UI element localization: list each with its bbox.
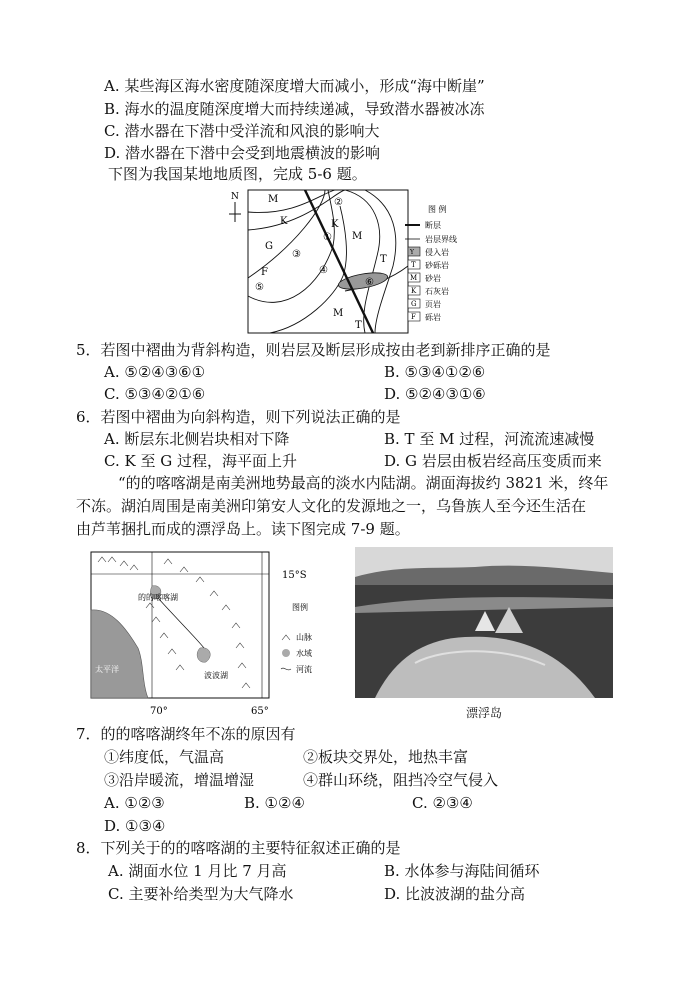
q8-option-d: D. 比波波湖的盐分高 [384,885,526,903]
q7-option-c: C. ②③④ [412,794,473,812]
legend-key-y: Y [410,249,414,256]
q4-option-d: D. 潜水器在下潜中会受到地震横波的影响 [104,144,381,162]
map-label-f: F [261,267,268,278]
q7-stem: 7．的的喀喀湖终年不冻的原因有 [76,725,296,743]
q8-option-b: B. 水体参与海陆间循环 [384,862,540,880]
q8-option-c: C. 主要补给类型为大气降水 [108,885,294,903]
q5-option-d: D. ⑤②④③①⑥ [384,385,486,403]
intro-5-6: 下图为我国某地地质图，完成 5-6 题。 [108,165,367,183]
geologic-map [225,186,485,336]
q4-option-c: C. 潜水器在下潜中受洋流和风浪的影响大 [104,122,380,140]
passage-line-3: 由芦苇捆扎而成的漂浮岛上。读下图完成 7-9 题。 [76,520,410,538]
legend-sandstone: 砂岩 [425,274,441,283]
legend-conglomerate-sand: 砂砾岩 [425,261,449,270]
q6-stem: 6．若图中褶曲为向斜构造，则下列说法正确的是 [76,408,401,426]
geo-legend-title: 图 例 [428,205,447,214]
legend-shale: 页岩 [425,300,441,309]
q7-statement-1: ①纬度低，气温高 [104,748,225,766]
passage-line-2: 不冻。湖泊周围是南美洲印第安人文化的发源地之一，乌鲁族人至今还生活在 [76,497,587,515]
q5-option-c: C. ⑤③④②①⑥ [104,385,206,403]
q7-option-d: D. ①③④ [104,817,166,835]
legend-conglomerate: 砾岩 [425,313,441,322]
q7-statement-4: ④群山环绕，阻挡冷空气侵入 [303,771,499,789]
q7-statement-3: ③沿岸暖流，增温增湿 [104,771,255,789]
q4-option-a: A. 某些海区海水密度随深度增大而减小，形成“海中断崖” [104,77,485,95]
map-label-1: ① [323,232,332,243]
poopo-lake-shape [197,648,210,663]
north-label: N [231,192,239,202]
q6-option-a: A. 断层东北侧岩块相对下降 [104,430,290,448]
q7-option-b: B. ①②④ [244,794,305,812]
map-label-g: G [265,241,273,252]
map-label-k2: K [331,219,339,230]
legend-boundary: 岩层界线 [425,235,457,244]
map-label-t2: T [355,320,362,331]
q6-option-d: D. G 岩层由板岩经高压变质而来 [384,452,602,470]
legend-key-f: F [411,313,416,321]
legend-water: 水域 [296,649,312,658]
legend-fault: 断层 [425,221,441,230]
lon-65-label: 65° [251,706,269,717]
q8-option-a: A. 湖面水位 1 月比 7 月高 [108,862,287,880]
lon-70-label: 70° [150,706,168,717]
map-label-3: ③ [292,249,301,260]
q5-option-a: A. ⑤②④③⑥① [104,363,206,381]
legend-key-t: T [411,261,416,269]
floating-island-photo [355,547,613,698]
pacific-label: 太平洋 [95,665,119,674]
legend-river: 河流 [296,665,312,674]
map-label-k1: K [280,216,288,227]
q7-option-a: A. ①②③ [104,794,165,812]
q5-stem: 5．若图中褶曲为背斜构造，则岩层及断层形成按由老到新排序正确的是 [76,341,551,359]
map-label-6: ⑥ [365,277,374,288]
lake-legend-title: 图例 [292,603,308,612]
q5-option-b: B. ⑤③④①②⑥ [384,363,486,381]
legend-mountain: 山脉 [296,633,312,642]
map-label-4: ④ [319,265,328,276]
lat-15s-label: 15°S [282,570,307,581]
legend-intrusive: 侵入岩 [425,248,449,257]
legend-key-k: K [411,287,417,295]
poopo-label: 波波湖 [204,671,228,680]
q4-option-b: B. 海水的温度随深度增大而持续递减，导致潜水器被冰冻 [104,100,485,118]
map-label-t1: T [380,254,387,265]
titicaca-label: 的的喀喀湖 [138,593,178,602]
q6-option-c: C. K 至 G 过程，海平面上升 [104,452,297,470]
water-legend-icon [282,649,290,657]
map-label-m3: M [333,308,344,319]
map-label-5: ⑤ [255,282,264,293]
legend-key-m: M [410,274,418,282]
legend-limestone: 石灰岩 [425,287,449,296]
photo-caption: 漂浮岛 [466,706,503,720]
passage-line-1: “的的喀喀湖是南美洲地势最高的淡水内陆湖。湖面海拔约 3821 米，终年 [118,474,609,492]
map-label-m2: M [352,231,363,242]
legend-key-g: G [411,300,417,308]
lake-map [86,548,346,720]
q8-stem: 8．下列关于的的喀喀湖的主要特征叙述正确的是 [76,839,401,857]
map-label-m1: M [268,194,279,205]
q7-statement-2: ②板块交界处，地热丰富 [303,748,469,766]
river-legend-icon [281,668,291,670]
q6-option-b: B. T 至 M 过程，河流流速减慢 [384,430,595,448]
mountain-legend-icon [282,635,290,640]
map-label-2: ② [334,197,343,208]
